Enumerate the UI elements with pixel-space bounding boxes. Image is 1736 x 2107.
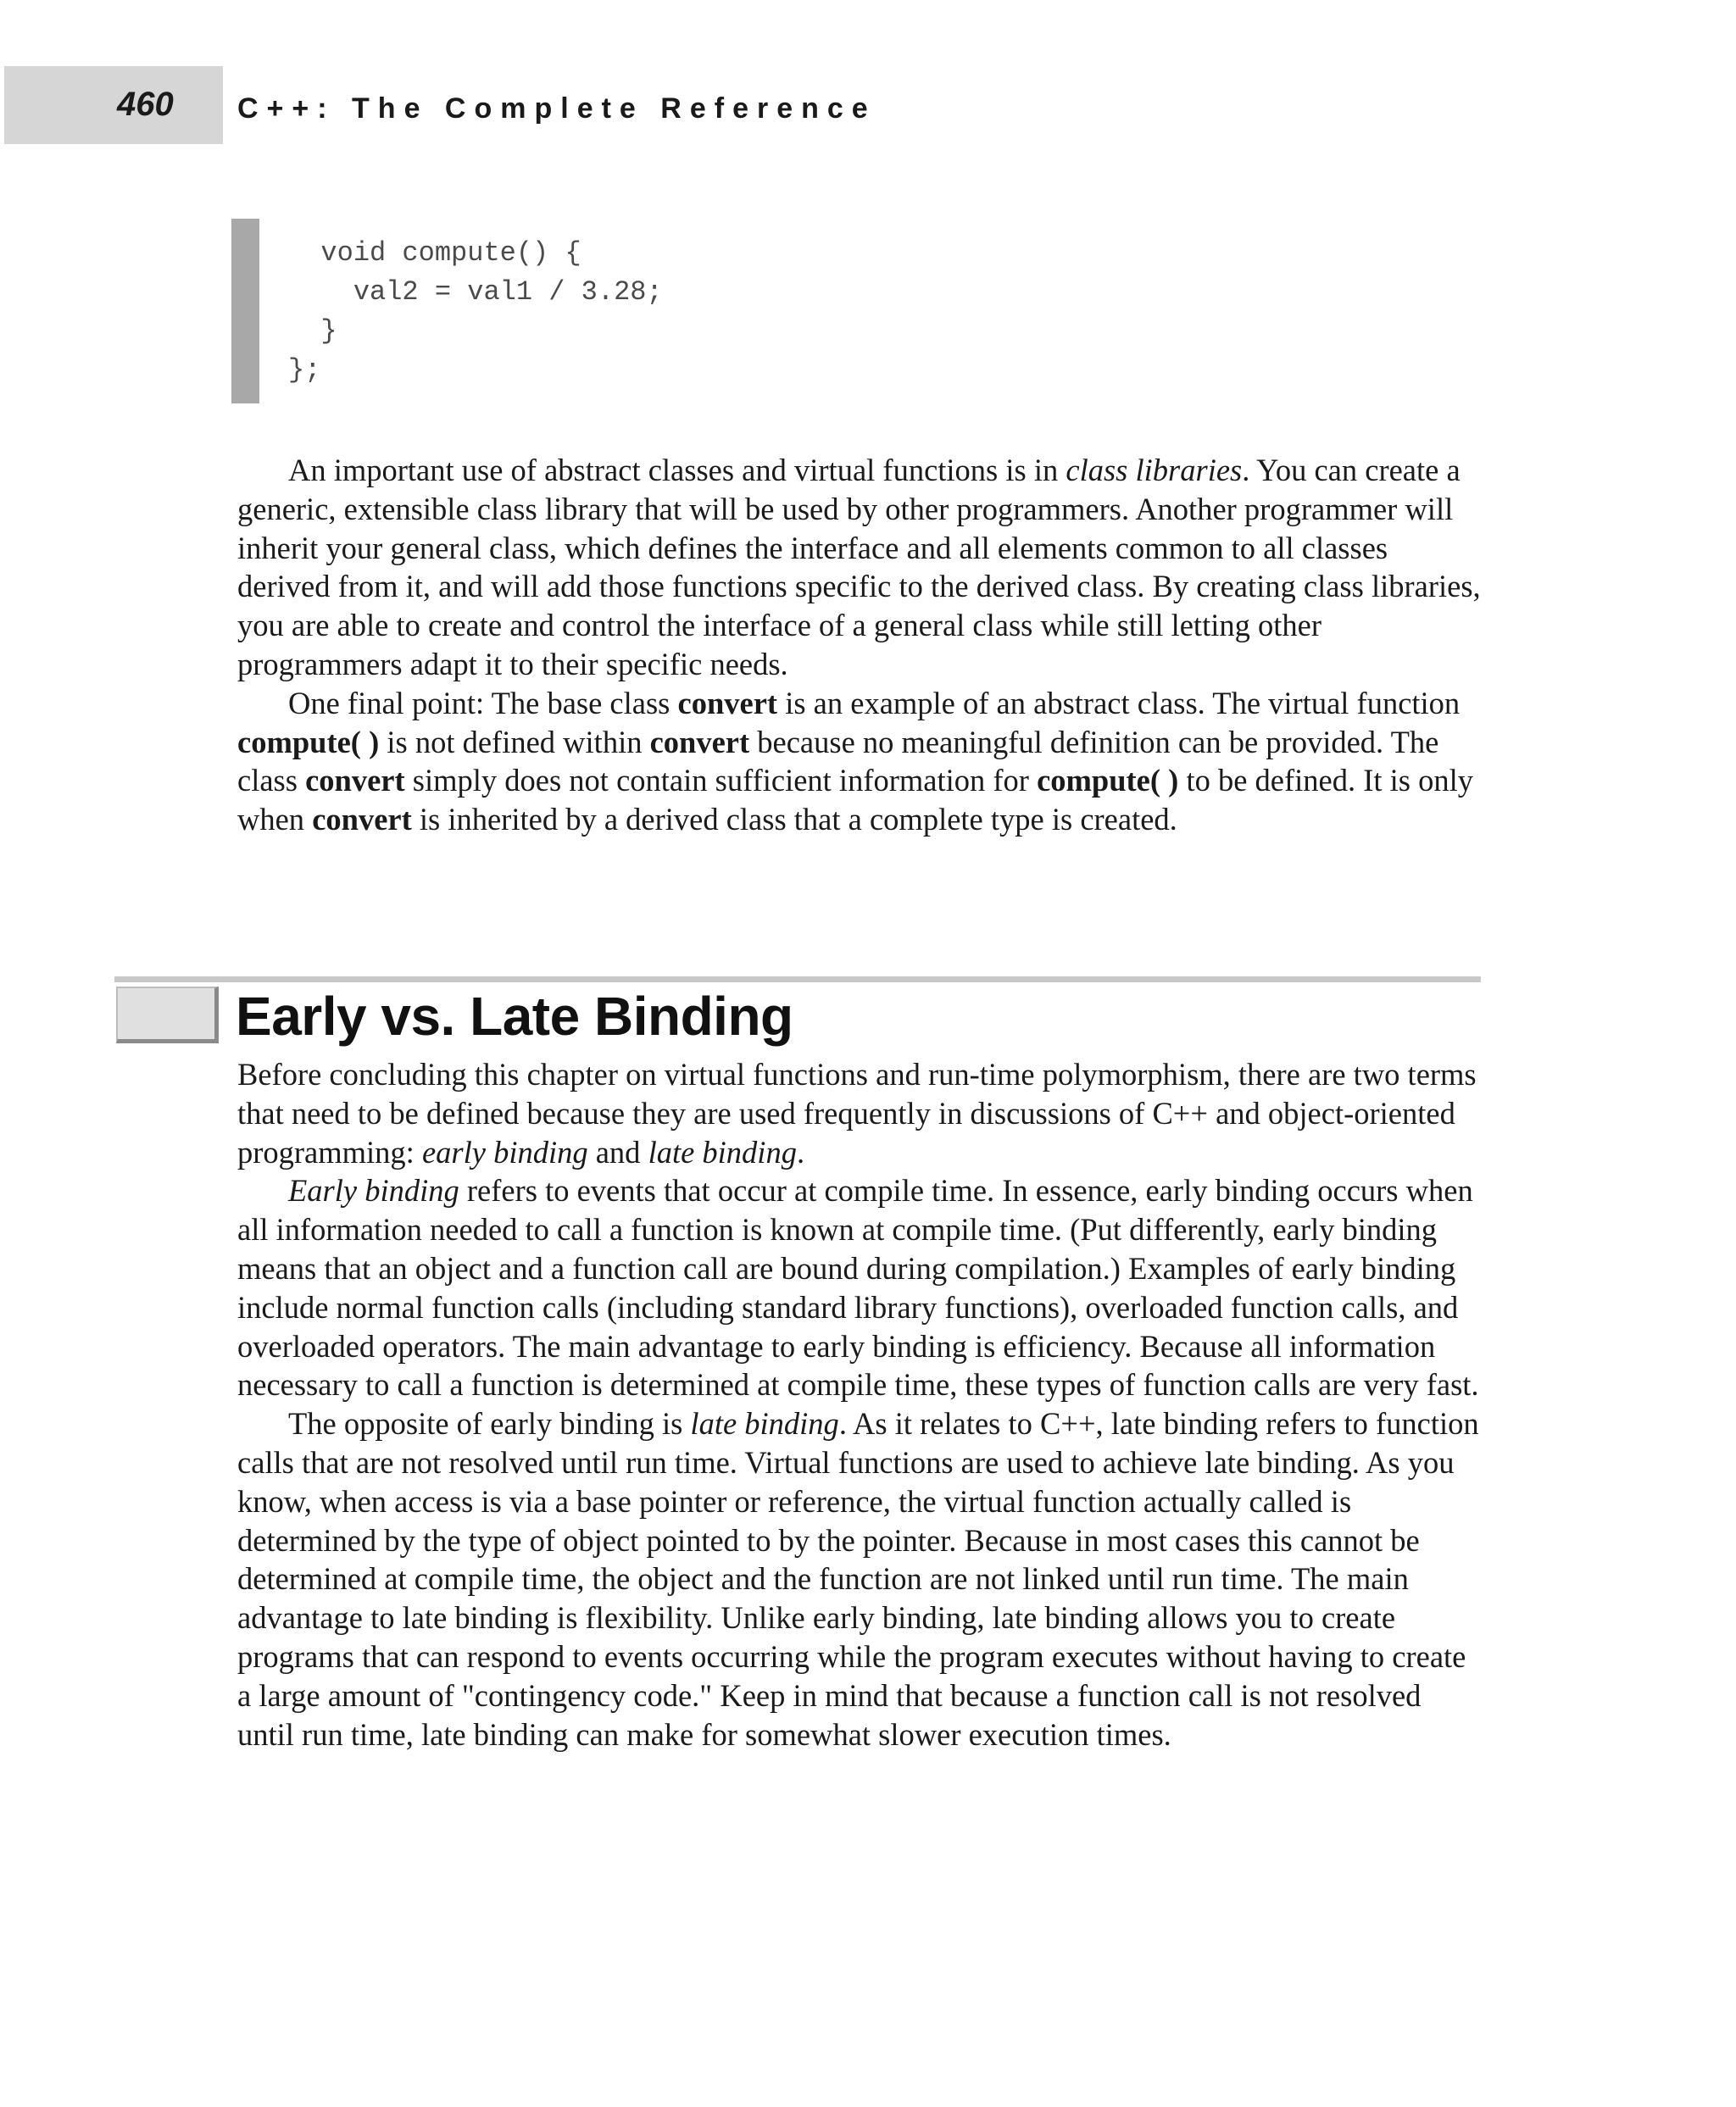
text-run: The opposite of early binding is <box>288 1406 691 1442</box>
text-run: and <box>587 1134 648 1170</box>
text-run: . You can create a generic, extensible class library that will be used by other programmers. Another programmer will inherit your general class, which defines the interface and all elements common to all classes derived from it, and will add those functions specific to the derived class. By creating class libraries, you are able to create and control the interface of a general class while still letting other programmers adapt it to their specific needs. <box>237 453 1481 681</box>
text-run: . As it relates to C++, late binding refers to function calls that are not resolved until run time. Virtual functions are used to achieve late binding. As you know, when access is via a base pointer or reference, the virtual function actually called is determined by the type of object pointed to by the pointer. Because in most cases this cannot be determined at compile time, the object and the function are not linked until run time. The main advantage to late binding is flexibility. Unlike early binding, late binding allows you to create programs that can respond to events occurring while the program executes without having to create a large amount of "contingency code." Keep in mind that because a function call is not resolved until run time, late binding can make for somewhat slower execution times. <box>237 1406 1479 1752</box>
paragraph <box>237 1404 1483 1754</box>
text-run: is an example of an abstract class. The virtual function <box>777 685 1461 720</box>
section-heading: Early vs. Late Binding <box>236 986 793 1047</box>
code-term: convert <box>677 685 778 720</box>
emphasis-term: Early binding <box>288 1173 459 1209</box>
emphasis-term: class libraries <box>1066 453 1243 487</box>
text-run: simply does not contain sufficient information for <box>404 763 1038 798</box>
page-number: 460 <box>117 86 174 123</box>
text-run: An important use of abstract classes and virtual functions is in <box>288 453 1066 487</box>
text-run: is not defined within <box>379 724 650 759</box>
text-run: . <box>796 1134 805 1170</box>
paragraph <box>237 451 1483 684</box>
code-term: convert <box>312 802 412 837</box>
body-text-section <box>237 1055 1483 1754</box>
running-head: C++: The Complete Reference <box>237 92 876 125</box>
code-line: void compute() { <box>288 237 581 269</box>
code-term: convert <box>305 763 405 798</box>
code-term: compute( ) <box>237 724 380 759</box>
code-term: compute( ) <box>1037 763 1179 798</box>
text-run: because no meaningful definition can be provided. The class <box>237 724 1439 798</box>
code-block <box>288 234 663 390</box>
code-line: val2 = val1 / 3.28; <box>288 276 663 308</box>
section-rule <box>114 976 1481 982</box>
code-line: } <box>288 315 337 347</box>
text-run: refers to events that occur at compile time. In essence, early binding occurs when all information needed to call a function is known at compile time. (Put differently, early binding means that an object and a function call are bound during compilation.) Examples of early binding include normal function calls (including standard library functions), overloaded function calls, and overloaded operators. The main advantage to early binding is efficiency. Because all information necessary to call a function is determined at compile time, these types of function calls are very fast. <box>237 1173 1479 1403</box>
paragraph <box>237 684 1483 839</box>
page-number-tab <box>4 66 223 144</box>
code-block-bar <box>231 219 259 403</box>
code-line: }; <box>288 354 321 386</box>
emphasis-term: late binding <box>690 1406 839 1442</box>
section-marker-box <box>116 987 219 1043</box>
paragraph <box>237 1055 1483 1171</box>
code-term: convert <box>649 724 750 759</box>
text-run: One final point: The base class <box>288 685 678 720</box>
paragraph <box>237 1171 1483 1404</box>
emphasis-term: late binding <box>648 1134 797 1170</box>
text-run: to be defined. It is only when <box>237 763 1474 837</box>
text-run: is inherited by a derived class that a complete type is created. <box>411 802 1177 837</box>
text-run: Before concluding this chapter on virtual functions and run-time polymorphism, there are two terms that need to be defined because they are used frequently in discussions of C++ and object-oriented programming: <box>237 1057 1477 1170</box>
body-text-top <box>237 451 1483 839</box>
emphasis-term: early binding <box>421 1134 588 1170</box>
